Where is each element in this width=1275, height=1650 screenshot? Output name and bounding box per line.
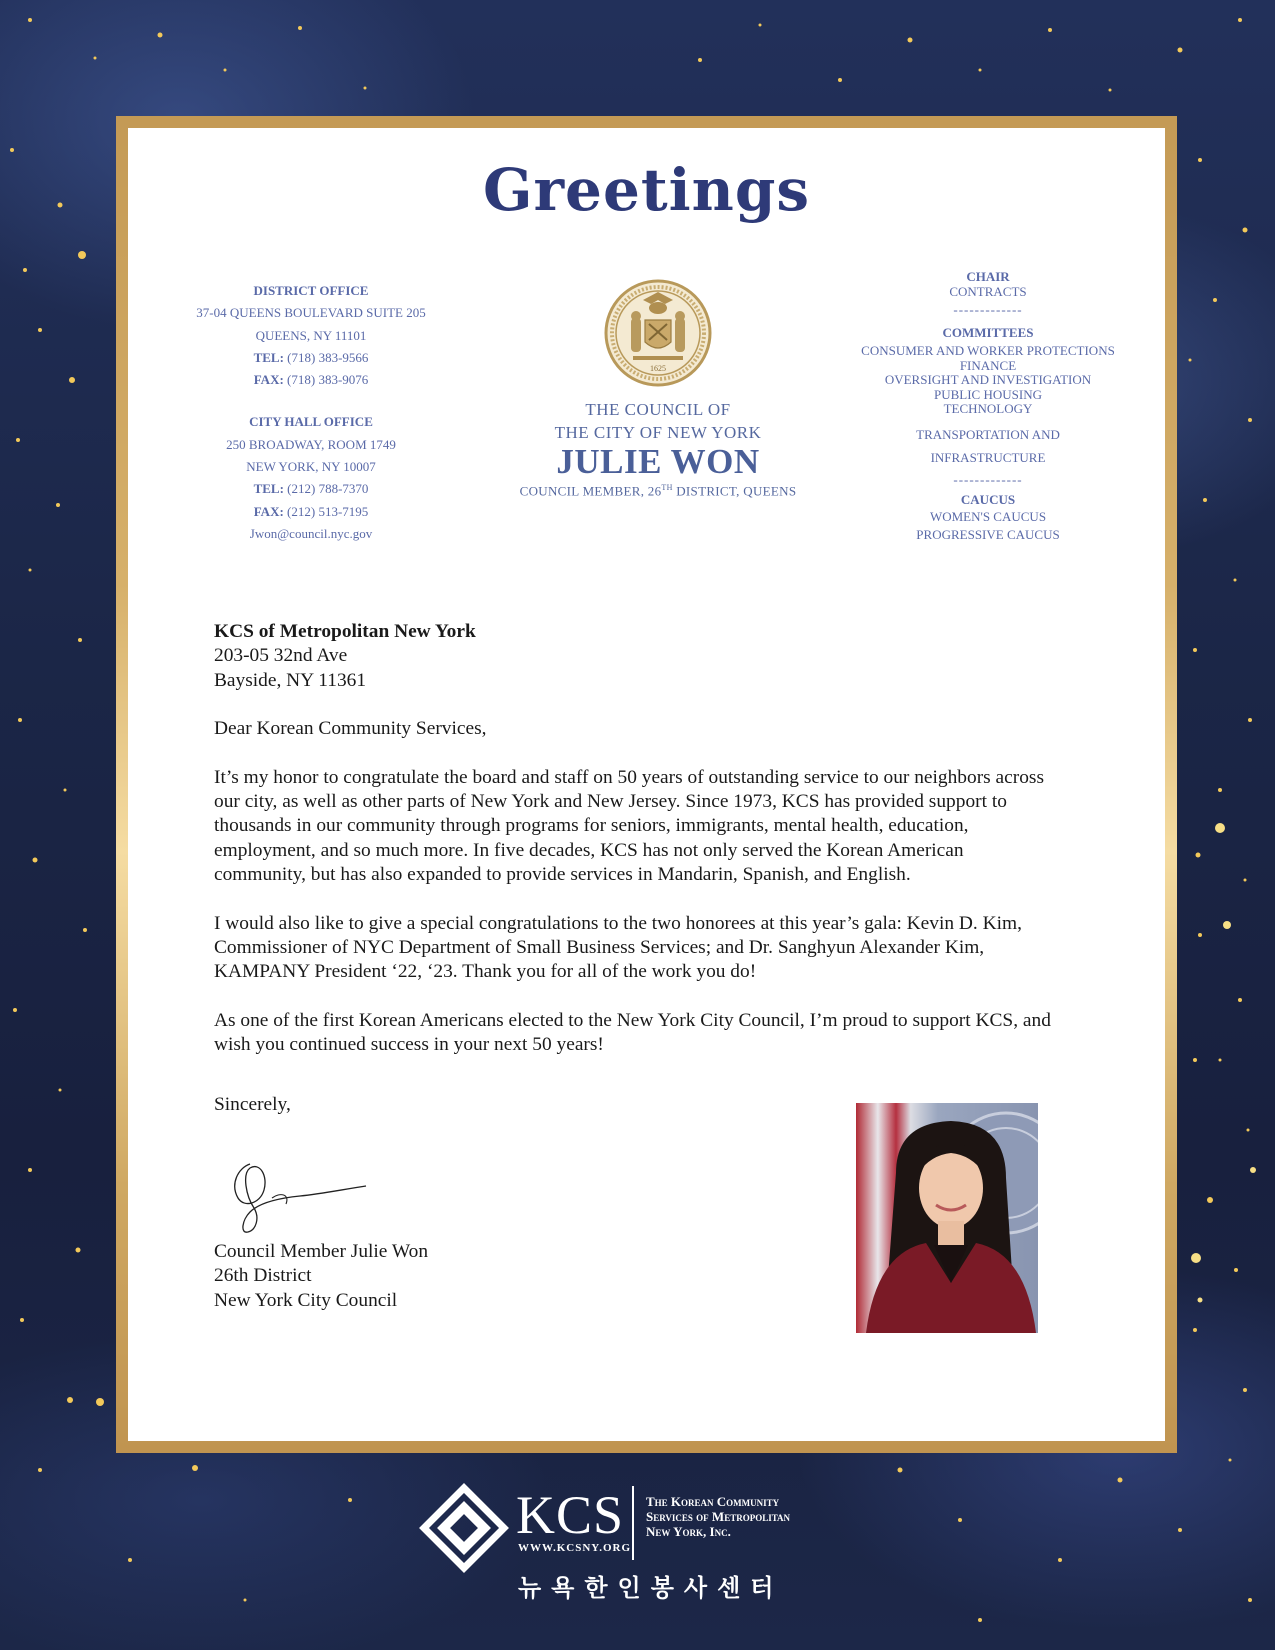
signer-block <box>214 1240 614 1313</box>
tel-label: TEL: <box>253 481 284 497</box>
org-line3: New York, Inc. <box>646 1524 731 1539</box>
member-title-sup: TH <box>661 483 673 492</box>
kcs-wordmark: KCS <box>516 1485 625 1545</box>
district-office-fax <box>176 369 446 391</box>
caucus-title: CAUCUS <box>960 491 1016 507</box>
caucus-item: WOMEN'S CAUCUS <box>929 509 1047 524</box>
city-hall-fax <box>176 501 446 523</box>
council-line2: THE CITY OF NEW YORK <box>554 423 762 442</box>
district-office-address1: 37-04 QUEENS BOULEVARD SUITE 205 <box>196 305 426 321</box>
letterhead-center <box>493 278 823 499</box>
member-name: JULIE WON <box>556 442 760 481</box>
seal-year: 1625 <box>650 364 666 373</box>
tel-number: (212) 788-7370 <box>287 481 369 497</box>
letter-page <box>128 128 1165 1441</box>
recipient-name: KCS of Metropolitan New York <box>214 621 476 642</box>
city-hall-address2: NEW YORK, NY 10007 <box>246 459 376 475</box>
signer-name: Council Member Julie Won <box>214 1241 429 1262</box>
divider: ------------- <box>953 471 1023 487</box>
kcs-logo <box>418 1482 858 1622</box>
fax-label: FAX: <box>253 372 284 388</box>
tel-label: TEL: <box>253 349 284 365</box>
letter-paragraph: It’s my honor to congratulate the board and staff on 50 years of outstanding service to our neighbors across our city, as well as other parts of New York and New Jersey. Since 1973, KCS has provided support to thousands in our community through programs for seniors, immigrants, mental health, education, employment, and so much more. In five decades, KCS has not only served the Korean American community, but has also expanded to provide services in Mandarin, Spanish, and English. <box>214 766 1044 885</box>
kcs-diamond-icon <box>418 1482 510 1574</box>
district-office-title: DISTRICT OFFICE <box>253 283 369 298</box>
district-office-tel <box>176 347 446 369</box>
council-member-photo <box>856 1103 1038 1333</box>
chair-title: CHAIR <box>966 269 1010 284</box>
recipient-street: 203-05 32nd Ave <box>214 645 348 667</box>
committee-transport1: TRANSPORTATION AND <box>916 426 1060 442</box>
caucus-item: PROGRESSIVE CAUCUS <box>916 526 1060 542</box>
city-hall-office-title: CITY HALL OFFICE <box>249 414 373 430</box>
letterhead-offices <box>176 280 446 545</box>
fax-number: (718) 383-9076 <box>287 372 369 388</box>
fax-number: (212) 513-7195 <box>287 503 369 519</box>
signer-district: 26th District <box>214 1265 312 1287</box>
committees-title: COMMITTEES <box>942 325 1034 340</box>
member-title-pre: COUNCIL MEMBER, 26 <box>519 483 662 499</box>
recipient-block <box>214 620 1054 693</box>
chair-item: CONTRACTS <box>949 283 1027 299</box>
gold-frame <box>116 116 1177 1453</box>
org-line1: The Korean Community <box>646 1494 780 1509</box>
committee-item: CONSUMER AND WORKER PROTECTIONS <box>861 343 1115 358</box>
kcs-url: WWW.KCSNY.ORG <box>518 1542 632 1554</box>
committee-transport2: INFRASTRUCTURE <box>930 449 1046 465</box>
fax-label: FAX: <box>253 503 284 519</box>
kcs-korean-name: 뉴욕한인봉사센터 <box>518 1574 784 1602</box>
signer-org: New York City Council <box>214 1289 398 1311</box>
letter-body <box>214 620 1054 1142</box>
logo-divider <box>632 1486 634 1560</box>
committee-item: TECHNOLOGY <box>943 401 1033 416</box>
letter-paragraph: I would also like to give a special congratulations to the two honorees at this year’s gala: Kevin D. Kim, Commissioner of NYC Department of Small Business Services; and Dr. Sanghyun Alexander Kim, KAMPANY President ‘22, ‘23. Thank you for all of the work you do! <box>214 912 1022 983</box>
divider: ------------- <box>953 302 1023 317</box>
recipient-city: Bayside, NY 11361 <box>214 669 367 691</box>
committee-item: FINANCE <box>959 357 1017 373</box>
email-address: Jwon@council.nyc.gov <box>249 525 373 541</box>
committee-item: OVERSIGHT AND INVESTIGATION <box>884 372 1092 387</box>
city-seal-icon <box>603 278 713 388</box>
tel-number: (718) 383-9566 <box>287 349 369 365</box>
letter-paragraph: As one of the first Korean Americans elected to the New York City Council, I’m proud to support KCS, and wish you continued success in your next 50 years! <box>214 1009 1051 1056</box>
district-office-address2: QUEENS, NY 11101 <box>255 327 367 343</box>
letterhead-committees <box>848 270 1128 542</box>
city-hall-address1: 250 BROADWAY, ROOM 1749 <box>226 436 396 452</box>
salutation: Dear Korean Community Services, <box>214 718 487 740</box>
city-hall-tel <box>176 478 446 500</box>
closing: Sincerely, <box>214 1094 291 1116</box>
org-line2: Services of Metropolitan <box>646 1509 791 1524</box>
kcs-org-name <box>646 1494 790 1539</box>
member-title <box>493 480 823 499</box>
member-title-post: DISTRICT, QUEENS <box>672 483 797 499</box>
council-line1: THE COUNCIL OF <box>585 400 731 419</box>
page-title: Greetings <box>482 156 811 224</box>
committee-item: PUBLIC HOUSING <box>934 386 1042 402</box>
signature-image <box>220 1146 380 1236</box>
